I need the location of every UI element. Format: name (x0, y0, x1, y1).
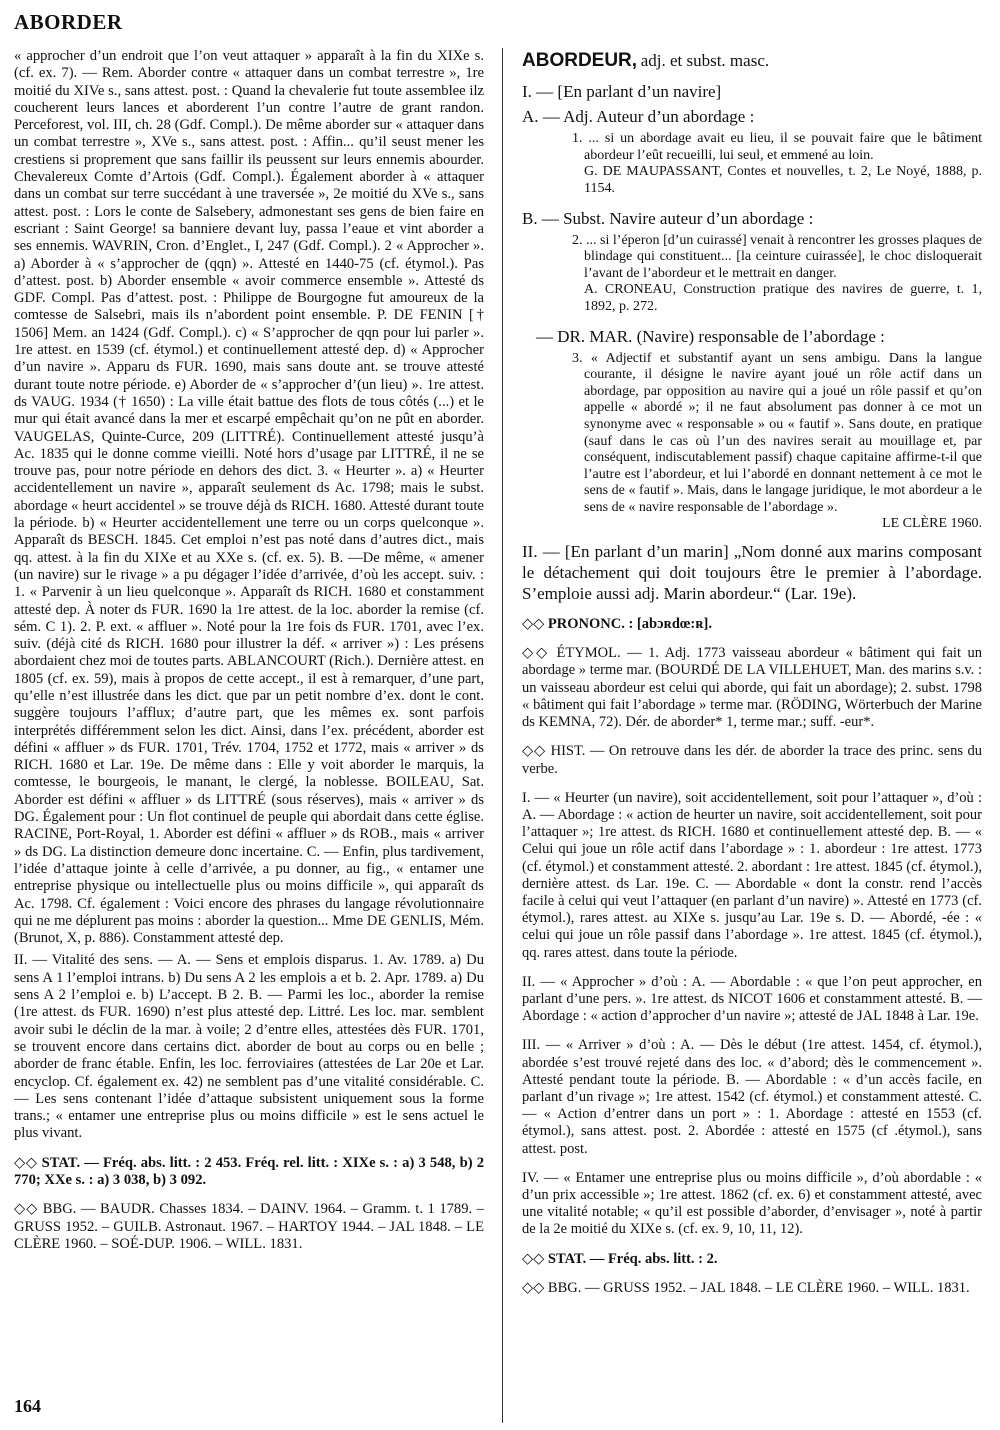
section-B: B. — Subst. Navire auteur d’un abordage : (522, 208, 814, 228)
column-divider (502, 48, 503, 1423)
history-II: II. — « Approcher » d’où : A. — Abordable : « que l’on peut approcher, en parlant d’une pers. ». 1re attest. ds NICOT 1606 et constamment attesté. B. — Abordage : « action d’approcher d’un navire »; attesté de JAL 1848 à Lar. 19e. (522, 973, 982, 1025)
right-stat: ◇◇ STAT. — Fréq. abs. litt. : 2. (522, 1250, 718, 1267)
section-A: A. — Adj. Auteur d’un abordage : (522, 107, 755, 127)
right-bibliography: ◇◇ BBG. — GRUSS 1952. – JAL 1848. – LE CLÈRE 1960. – WILL. 1831. (522, 1279, 970, 1296)
section-I: I. — [En parlant d’un navire] (522, 82, 722, 102)
section-II: II. — [En parlant d’un marin] „Nom donné aux marins composant le détachement qui doit toujours être le premier à l’abordage. S’emploie aussi adj. Marin abordeur.“ (Lar. 19e). (522, 542, 982, 604)
running-head: ABORDER (14, 10, 123, 34)
headword-category: adj. et subst. masc. (640, 51, 770, 70)
history-III: III. — « Arriver » d’où : A. — Dès le début (1re attest. 1454, cf. étymol.), abordée s’est trouvé rejeté dans des loc. « d’abord; dès le commencement ». Attesté pendant toute la période. B. — Abordable : « d’un accès facile, en parlant d’un rivage »; 1re attest. 1542 (cf. étymol.) et constamment attesté. C. — « Action d’entrer dans un port » : 1. Abordage : attesté en 1553 (cf. étymol.), sans attest. post. 2. Abordée : attesté en 1575 (cf .étymol.), sans attest. post. (522, 1037, 982, 1157)
quote-3: 3. « Adjectif et substantif ayant un sens ambigu. Dans la langue courante, il désigne le navire ayant joué un rôle actif dans un abordage, par opposition au navire qui a joué un rôle passif et qu’on appelle « abordé »; il ne faut absolument pas donner à ce mot un synonyme avec « responsable » ou « fautif ». Sans doute, en pratique (sauf dans le cas où l’un des navires serait au mouillage et, par conséquent, indiscutablement passif) chaque capitaine affirme-t-il que l’autre est l’abordeur, et lui l’abordé en donnant nettement à ce mot le sens de « fautif ». Mais, dans le langage juridique, le mot abordeur a le sens de « navire responsable de l’abordage ». (572, 350, 982, 515)
prononciation: ◇◇ PRONONC. : [abɔʀdœ:ʀ]. (522, 616, 712, 633)
history-intro: ◇◇ HIST. — On retrouve dans les dér. de aborder la trace des princ. sens du verbe. (522, 743, 982, 777)
left-stat: ◇◇ STAT. — Fréq. abs. litt. : 2 453. Fréq. rel. litt. : XIXe s. : a) 3 548, b) 2 770; XXe s. : a) 3 038, b) 3 092. (14, 1154, 484, 1188)
quote-2: 2. ... si l’éperon [d’un cuirassé] venait à rencontrer les grosses plaques de blindage qui constituent... [la ceinture cuirassée], le choc disloquerait l’avant de l’abordeur et le mettrait en danger. (572, 232, 982, 281)
section-dr-mar: — DR. MAR. (Navire) responsable de l’abordage : (536, 326, 885, 346)
left-paragraph-semantics: « approcher d’un endroit que l’on veut attaquer » apparaît à la fin du XIXe s. (cf. ex. 7). — Rem. Aborder contre « attaquer dans un combat terrestre », 1re moitié du XIVe s., sans attest. post. : Quand la chevalerie fut toute assemblee ilz coucherent leurs lances et aborderent l’un contre l’autre de grant randon. Perceforest, vol. III, ch. 28 (Gdf. Compl.). De même aborder sur « attaquer dans un combat terrestre », XVe s., sans attest. post. : Affin... qu’il seust mener les crestiens si proprement que sans faillir ils peussent sur leurs ennemis abourder. Chevalereux Comte d’Artois (Gdf. Compl.). Également aborder à « attaquer dans un combat sur terre succédant à une traversée », 2e moitié du XVe s., sans attest. post. : Lors le conte de Salsebery, admonestant ses gens de bien faire en escriant : Saint George! sa banniere devant luy, passa l’eaue et vint aborder a ses ennemis. WAVRIN, Cron. d’Englet., I, 247 (Gdf. Compl.). 2 « Approcher ». a) Aborder à « s’approcher de (qqn) ». Attesté en 1440-75 (cf. étymol.). Pas d’attest. post. b) Aborder ensemble « avoir commerce ensemble ». Attesté ds GDF. Compl. Pas d’attest. post. : Philippe de Bourgogne fut amoureux de la comtesse de Salsebri, mais ils n’abordent point ensemble. P. DE FENIN [† 1506] Mem. an 1424 (Gdf. Compl.). c) « S’approcher de qqn pour lui parler ». 1re attest. en 1539 (cf. étymol.) et continuellement attesté dep. d) « Approcher d’un navire ». Apparu ds FUR. 1690, mais sans doute ant. se trouve attesté durant toute notre période. e) Aborder de « s’approcher d’(un lieu) ». 1re attest. ds VAUG. 1934 († 1650) : La ville était battue des flots de tous côtés (...) et le mur qui était avancé dans la mer et escarpé empêchait qu’on ne pût en aborder. VAUGELAS, Quinte-Curce, 209 (LITTRÉ). Continuellement attesté jusqu’à Ac. 1835 qui le donne comme vieilli. Noté hors d’usage par LITTRÉ, il ne se trouve pas, pour notre période en dehors des dict. 3. « Heurter ». a) « Heurter accidentellement un navire », apparaît seulement ds Ac. 1798; mais le subst. abordage « heurt accidentel » se trouve déjà ds RICH. 1680. Attesté durant toute la période. b) « Heurter accidentellement une terre ou un corps quelconque ». Apparaît ds BESCH. 1845. Cet emploi n’est pas noté dans d’autres dict., mais qq. attest. à la fin du XIXe et au XXe s. (cf. ex. 5). B. —De même, « amener (un navire) sur le rivage » a pu dégager l’idée d’arrivée, d’où les accept. suiv. : 1. « Parvenir à un lieu quelconque ». Apparaît ds RICH. 1680 et constamment attesté dep. À noter ds FUR. 1690 la 1re attest. de la loc. aborder la remise (cf. sém. C 1). 2. P. ext. « affluer ». Noté pour la 1re fois ds FUR. 1701, avec l’ex. suiv. (déjà cité ds RICH. 1680 pour illustrer la déf. « arriver ») : Les présens abordaient chez moi de toutes parts. ABLANCOURT (Rich.). Dernière attest. en 1805 (cf. ex. 59), mais à propos de cette accept., il est à remarquer, d’une part, qu’elle n’est illustrée dans les dict. que par un petit nombre d’ex. dont le cont. suggère toujours l’afflux; d’autre part, que les mêmes ex. sont parfois interprétés différemment selon les dict. Ainsi, dans l’ex. précédent, aborder est défini « affluer » ds FUR. 1701, Trév. 1704, 1752 et 1772, mais « arriver » ds RICH. 1680 et Lar. 19e. De même dans : Elle y voit aborder le marquis, la comtesse, le bourgeois, le manant, le clergé, la noblesse. BOILEAU, Sat. Aborder est défini « affluer » ds LITTRÉ (sous réserves), mais « arriver » ds DG. Également pour : Un flot continuel de peuple qui abordait dans cette église. RACINE, Port-Royal, 1. Aborder est défini « affluer » ds ROB., mais « arriver » ds DG. La distinction demeure donc incertaine. C. — Enfin, plus tardivement, l’idée d’attaque jointe à celle d’arrivée, a pu donner, au fig., « entamer une entreprise physique ou intellectuelle plus ou moins difficile », qui apparaît ds Ac. 1798. Cf. également : Voici encore des phrases du langage révolutionnaire qui ne me déplurent pas moins : aborder la question... Mme DE GENLIS, Mém. (Brunot, X, p. 886). Constamment attesté dep. (14, 48, 484, 947)
etymology: ◇◇ ÉTYMOL. — 1. Adj. 1773 vaisseau abordeur « bâtiment qui fait un abordage » terme mar. (BOURDÉ DE LA VILLEHUET, Man. des marins s.v. : un vaisseau abordeur est celui qui aborde, qui fait un abordage); 2. subst. 1798 « bâtiment qui fait l’abordage » terme mar. (RÖDING, Wörterbuch der Marine ds KEMNA, 72). Dér. de aborder* 1, terme mar.; suff. -eur*. (522, 645, 982, 731)
right-column (522, 52, 982, 1297)
left-column (14, 48, 484, 1253)
quote-1: 1. ... si un abordage avait eu lieu, il se pouvait faire que le bâtiment abordeur l’eût recueilli, lui seul, et emmené au loin. (572, 131, 982, 163)
history-IV: IV. — « Entamer une entreprise plus ou moins difficile », d’où abordable : « d’un prix accessible »; 1re attest. 1862 (cf. ex. 6) et constamment attesté, avec une vitalité notable; « qu’il est possible d’aborder, d’envisager », noté à partir de la 2e moitié du XIXe s. (cf. ex. 9, 10, 11, 12). (522, 1169, 982, 1238)
left-paragraph-vitality: II. — Vitalité des sens. — A. — Sens et emplois disparus. 1. Av. 1789. a) Du sens A 1 l’emploi intrans. b) Du sens A 2 les emplois a et b. 2. Apr. 1789. a) Du sens A 2 l’emploi e. b) L’accept. B 2. B. — Parmi les loc., aborder la remise (1re attest. ds FUR. 1690) n’est plus attesté dep. Littré. Les loc. mar. semblent avoir subi le déclin de la mar. à voile; 2 d’entre elles, attestées dès FUR. 1701, se trouvent encore dans certains dict. aborder de bout au corps ou en belle ; aborder de franc étable. Enfin, les loc. ferroviaires (attestées de Lar 20e et Lar. encyclop. Cf. également ex. 42) ne semblent pas d’une vitalité considérable. C. — Les sens contenant l’idée d’attaque subsistent uniquement sous la forme trans.; « entamer une entreprise plus ou moins difficile » est le sens actuel le plus vivant. (14, 952, 484, 1142)
quote-1-source: G. DE MAUPASSANT, Contes et nouvelles, t. 2, Le Noyé, 1888, p. 1154. (584, 164, 982, 196)
headword: ABORDEUR, (522, 50, 638, 71)
quote-3-source: LE CLÈRE 1960. (882, 516, 982, 532)
quote-2-source: A. CRONEAU, Construction pratique des navires de guerre, t. 1, 1892, p. 272. (584, 282, 982, 314)
entry-heading (522, 52, 982, 71)
page-number: 164 (14, 1396, 41, 1416)
left-bibliography: ◇◇ BBG. — BAUDR. Chasses 1834. – DAINV. 1964. – Gramm. t. 1 1789. – GRUSS 1952. – GUILB. Astronaut. 1967. – HARTOY 1944. – JAL 1848. – LE CLÈRE 1960. – SOÉ-DUP. 1906. – WILL. 1831. (14, 1201, 484, 1252)
history-I: I. — « Heurter (un navire), soit accidentellement, soit pour l’attaquer », d’où : A. — Abordage : « action de heurter un navire, soit accidentellement, soit pour l’attaquer »; 1re attest. ds RICH. 1680 et continuellement attesté dep. B. — « Celui qui joue un rôle actif dans l’abordage » : 1. abordeur : 1re attest. 1773 (cf. étymol.) et constamment attesté. 2. abordant : 1re attest. 1845 (cf. étymol.), dernière attest. ds Lar. 19e. C. — Abordable « dont la constr. rend l’accès facile à celui qui veut l’attaquer (en parlant d’un navire) ». Attesté en 1773 (cf. étymol.), rares attest. au XIXe s. jusqu’au Lar. 19e s. D. — Abordé, -ée : « celui qui joue un rôle passif dans l’abordage ». 1re attest. 1845 (cf. étymol.), qq. rares attest. dans toute la période. (522, 789, 982, 961)
